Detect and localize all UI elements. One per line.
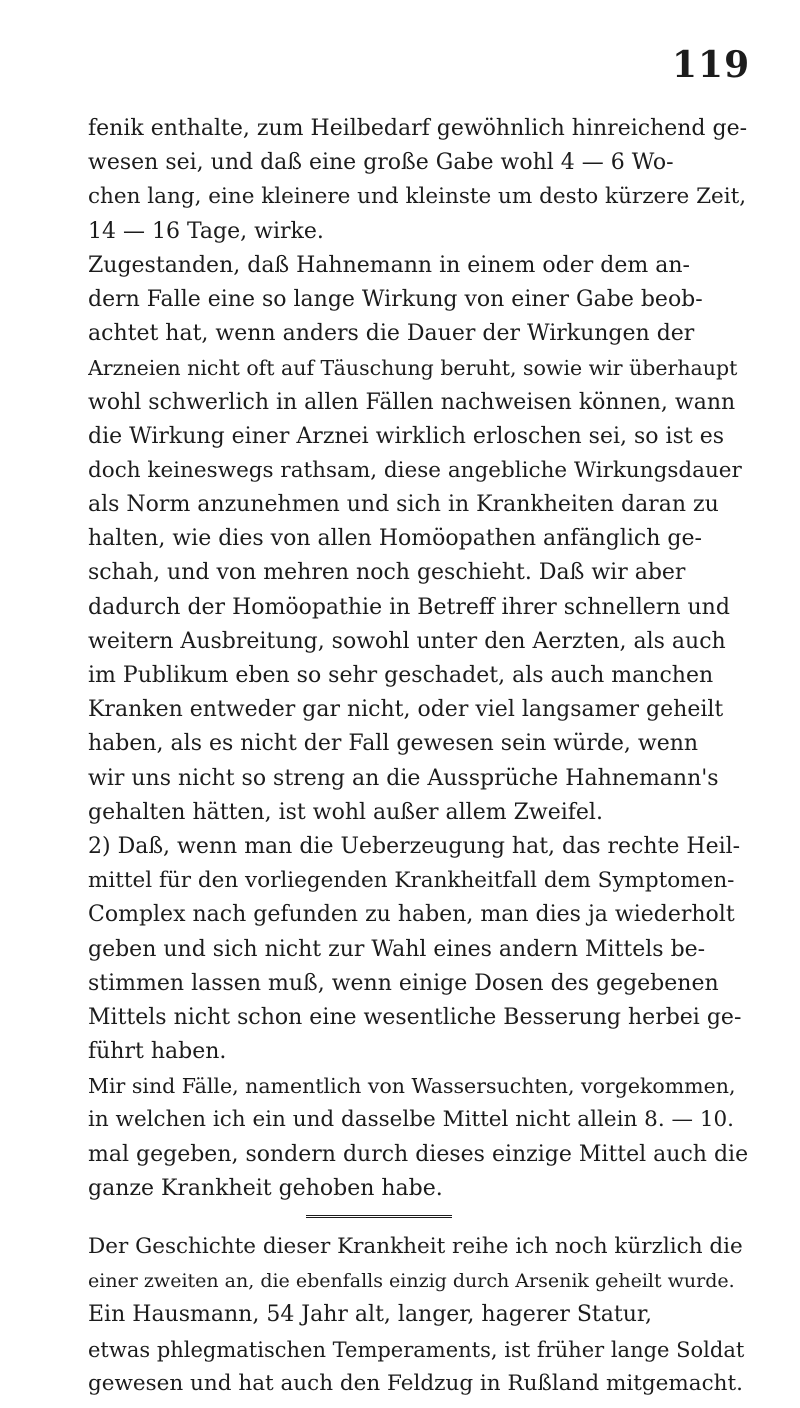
page-number: 119 — [672, 44, 751, 86]
text-line: als Norm anzunehmen und sich in Krankheiten daran zu — [88, 492, 719, 518]
text-line: Zugestanden, daß Hahnemann in einem oder dem an- — [88, 252, 690, 278]
text-line: 2) Daß, wenn man die Ueberzeugung hat, das rechte Heil- — [88, 833, 741, 859]
text-line: mittel für den vorliegenden Krankheitfall dem Symptomen- — [88, 868, 735, 894]
body-text-part-2 — [88, 1230, 748, 1401]
body-text-part-1 — [88, 112, 748, 1206]
text-line: Complex nach gefunden zu haben, man dies ja wiederholt — [88, 902, 735, 928]
text-line: Mir sind Fälle, namentlich von Wassersuchten, vorgekommen, — [88, 1074, 736, 1099]
text-line: chen lang, eine kleinere und kleinste um desto kürzere Zeit, — [88, 184, 747, 210]
text-line: halten, wie dies von allen Homöopathen anfänglich ge- — [88, 526, 702, 552]
text-line: gehalten hätten, ist wohl außer allem Zweifel. — [88, 799, 603, 825]
text-line: in welchen ich ein und dasselbe Mittel nicht allein 8. — 10. — [88, 1107, 735, 1133]
text-line: dadurch der Homöopathie in Betreff ihrer schnellern und — [88, 594, 730, 620]
section-separator-rule — [306, 1215, 452, 1218]
body-text — [88, 112, 748, 1401]
text-line: haben, als es nicht der Fall gewesen sein würde, wenn — [88, 731, 699, 757]
text-line: gewesen und hat auch den Feldzug in Rußland mitgemacht. — [88, 1370, 743, 1396]
text-line: Mittels nicht schon eine wesentliche Besserung herbei ge- — [88, 1004, 742, 1030]
text-line: 14 — 16 Tage, wirke. — [88, 218, 324, 244]
text-line: führt haben. — [88, 1039, 227, 1065]
text-line: fenik enthalte, zum Heilbedarf gewöhnlich hinreichend ge- — [88, 116, 748, 141]
text-line: etwas phlegmatischen Temperaments, ist früher lange Soldat — [88, 1337, 745, 1362]
text-line: weitern Ausbreitung, sowohl unter den Aerzten, als auch — [88, 628, 726, 654]
text-line: schah, und von mehren noch geschieht. Daß wir aber — [88, 560, 686, 586]
text-line: wir uns nicht so streng an die Aussprüche Hahnemann's — [88, 765, 719, 791]
text-line: stimmen lassen muß, wenn einige Dosen des gegebenen — [88, 970, 719, 996]
text-line: mal gegeben, sondern durch dieses einzige Mittel auch die — [88, 1141, 748, 1167]
text-line: im Publikum eben so sehr geschadet, als auch manchen — [88, 663, 714, 688]
text-line: ganze Krankheit gehoben habe. — [88, 1175, 443, 1201]
text-line: Ein Hausmann, 54 Jahr alt, langer, hagerer Statur, — [88, 1302, 652, 1328]
section-separator-gap — [88, 1206, 748, 1230]
text-line: Kranken entweder gar nicht, oder viel langsamer geheilt — [88, 697, 724, 723]
text-line: wohl schwerlich in allen Fällen nachweisen können, wann — [88, 389, 736, 415]
text-line: einer zweiten an, die ebenfalls einzig durch Arsenik geheilt wurde. — [88, 1270, 735, 1293]
text-line: achtet hat, wenn anders die Dauer der Wirkungen der — [88, 321, 695, 347]
text-line: wesen sei, und daß eine große Gabe wohl 4 — 6 Wo- — [88, 150, 674, 176]
text-line: Der Geschichte dieser Krankheit reihe ich noch kürzlich die — [88, 1234, 743, 1259]
text-line: Arzneien nicht oft auf Täuschung beruht, sowie wir überhaupt — [88, 356, 738, 381]
text-line: doch keineswegs rathsam, diese angebliche Wirkungsdauer — [88, 457, 742, 483]
text-line: die Wirkung einer Arznei wirklich erloschen sei, so ist es — [88, 423, 725, 449]
text-line: geben und sich nicht zur Wahl eines andern Mittels be- — [88, 936, 706, 962]
text-line: dern Falle eine so lange Wirkung von einer Gabe beob- — [88, 286, 703, 312]
